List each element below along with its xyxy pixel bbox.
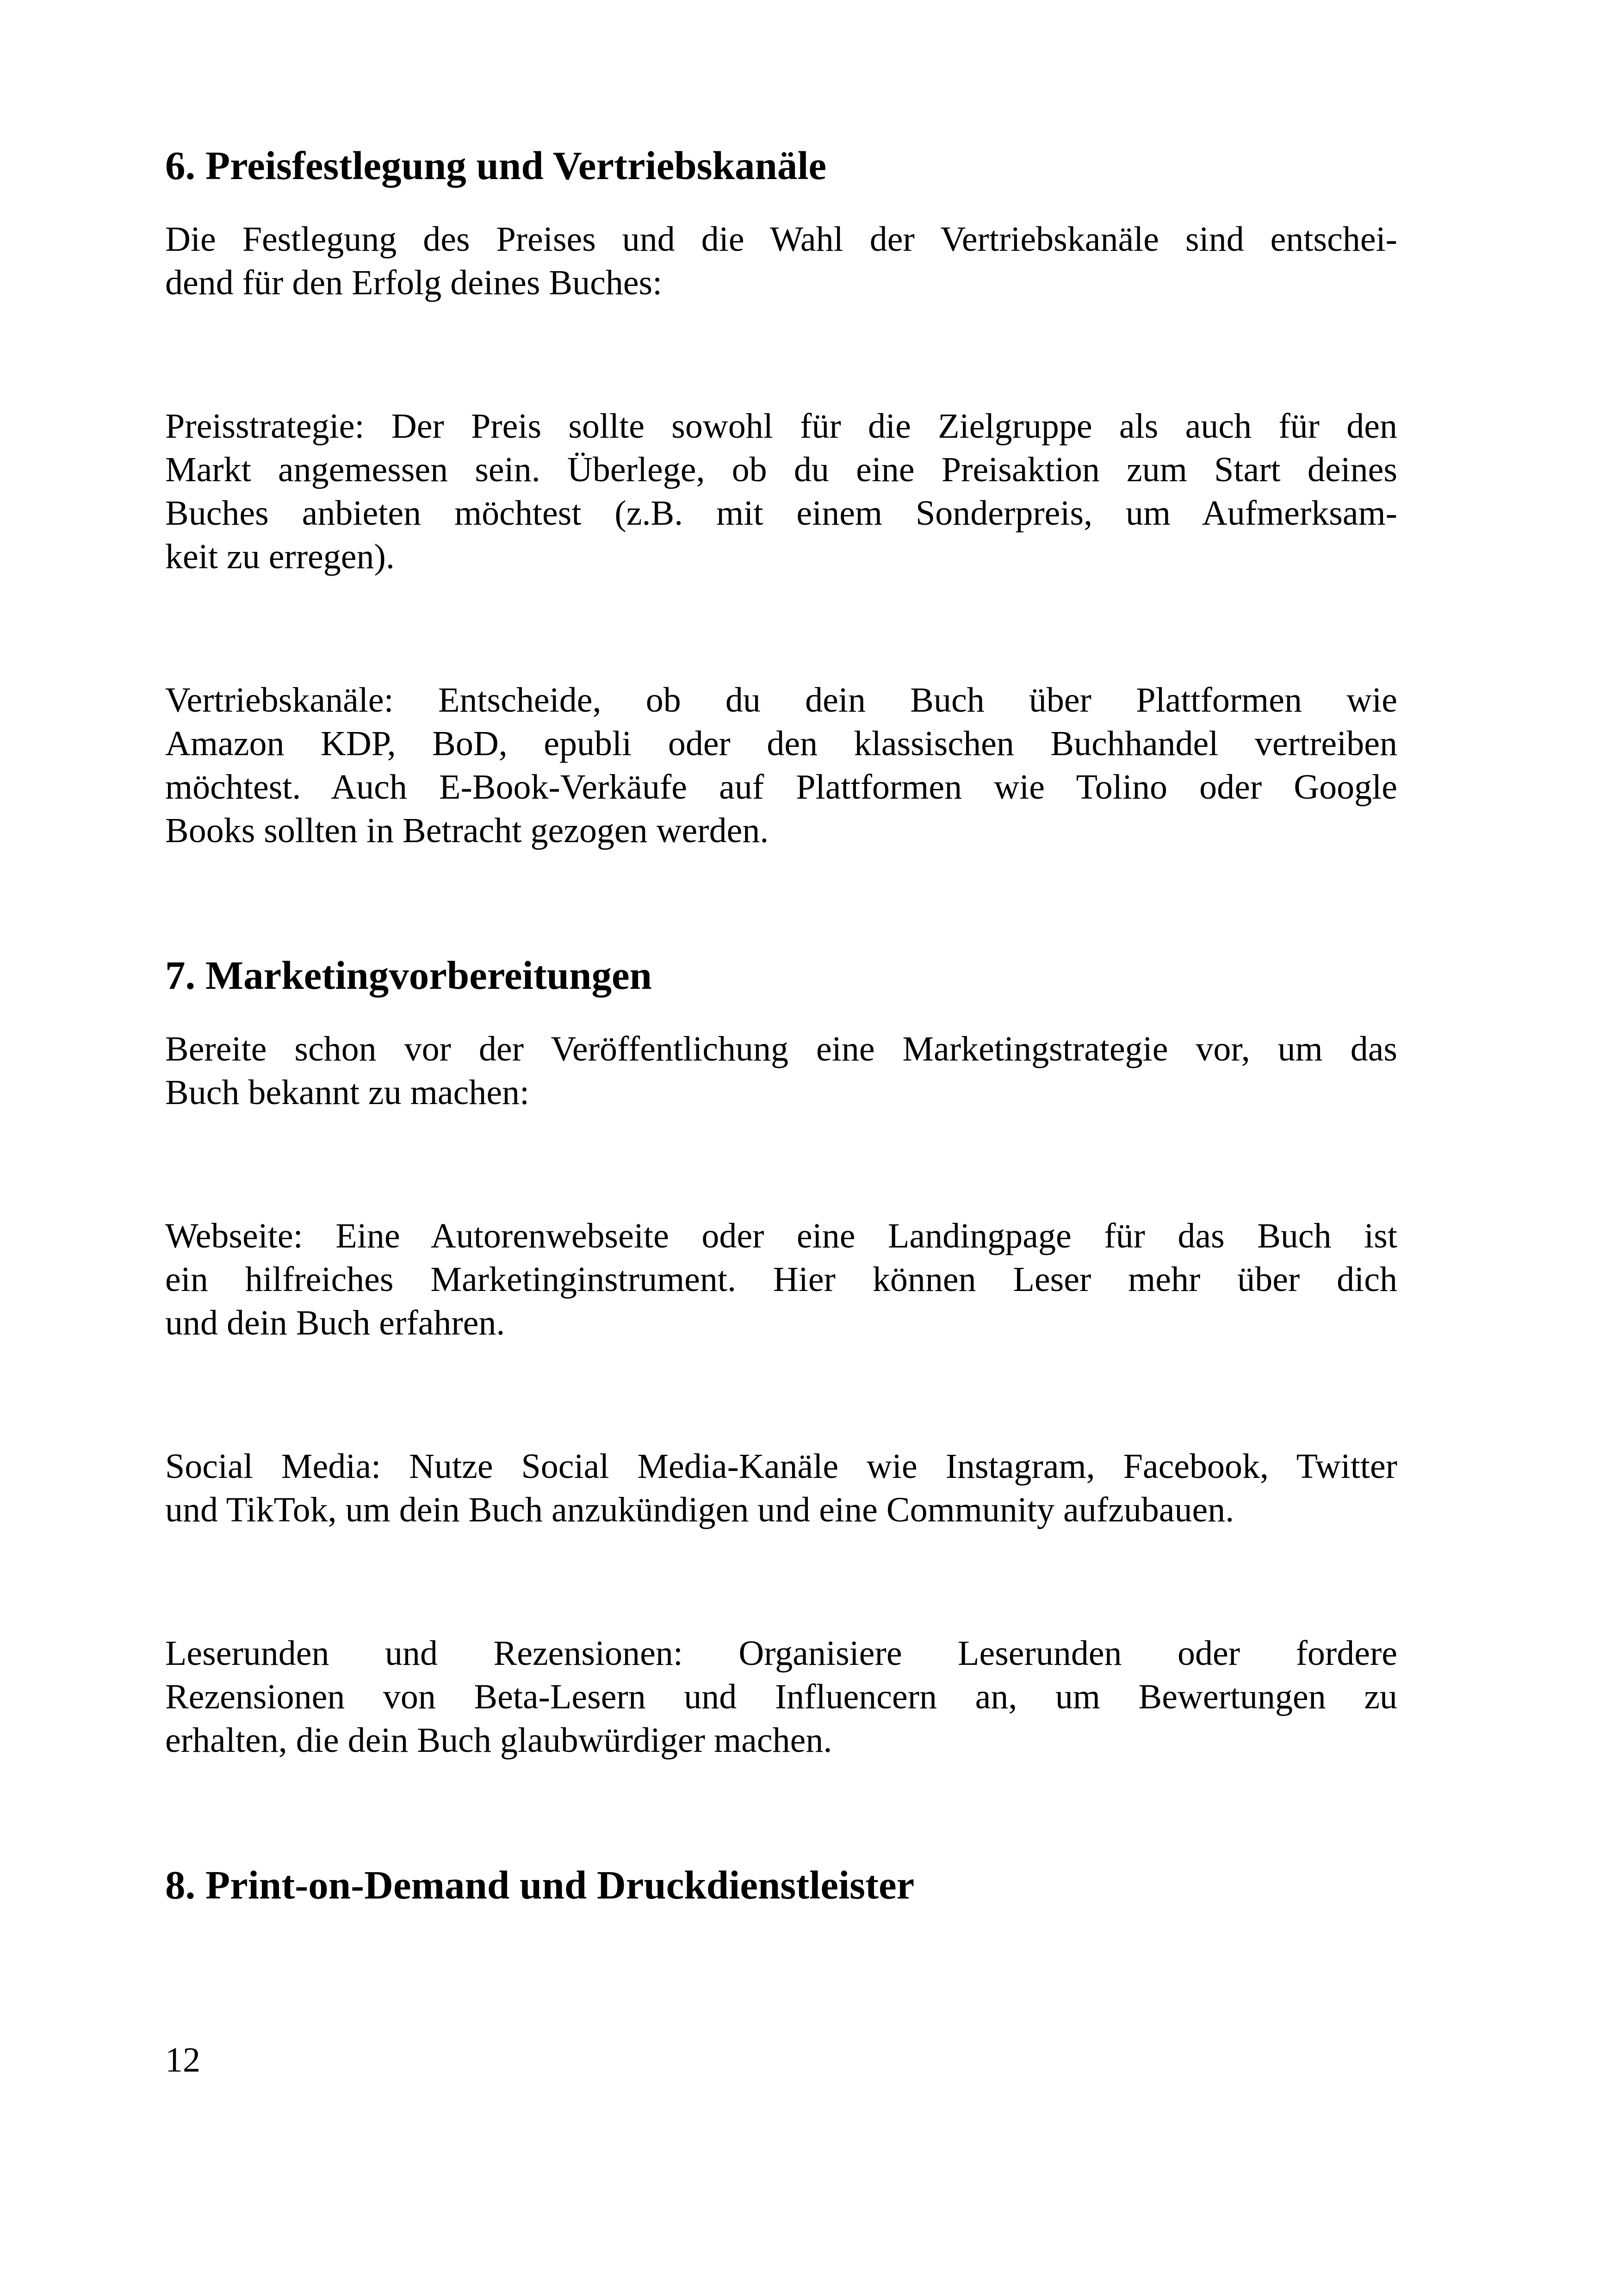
section-7-heading-line: 7. Marketingvorbereitungen (165, 953, 652, 998)
page-number: 12 (165, 2041, 200, 2079)
vertriebskanaele-paragraph-line: Vertriebskanäle: Entscheide, ob du dein Buch über Plattformen wie (165, 681, 1397, 720)
social-media-paragraph-line: Social Media: Nutze Social Media-Kanäle wie Instagram, Facebook, Twitter (165, 1447, 1397, 1486)
preisstrategie-paragraph-line: Buches anbieten möchtest (z.B. mit einem Sonderpreis, um Aufmerksam- (165, 494, 1397, 533)
webseite-paragraph (165, 1214, 1397, 1345)
preisstrategie-paragraph (165, 404, 1397, 578)
section-8-heading-line: 8. Print-on-Demand und Druckdienstleister (165, 1862, 915, 1907)
vertriebskanaele-paragraph-line: Books sollten in Betracht gezogen werden. (165, 811, 769, 850)
leserunden-paragraph-line: Leserunden und Rezensionen: Organisiere Leserunden oder fordere (165, 1634, 1397, 1673)
vertriebskanaele-paragraph (165, 678, 1397, 852)
section-6-intro-paragraph-line: dend für den Erfolg deines Buches: (165, 263, 663, 302)
webseite-paragraph-line: Webseite: Eine Autorenwebseite oder eine Landingpage für das Buch ist (165, 1216, 1397, 1255)
social-media-paragraph-line: und TikTok, um dein Buch anzukündigen und eine Community aufzubauen. (165, 1490, 1234, 1529)
leserunden-paragraph-line: Rezensionen von Beta-Lesern und Influencern an, um Bewertungen zu (165, 1677, 1397, 1716)
webseite-paragraph-line: ein hilfreiches Marketinginstrument. Hier können Leser mehr über dich (165, 1260, 1397, 1299)
webseite-paragraph-line: und dein Buch erfahren. (165, 1303, 505, 1342)
section-7-intro-paragraph-line: Buch bekannt zu machen: (165, 1073, 530, 1112)
section-7-intro-paragraph-line: Bereite schon vor der Veröffentlichung eine Marketingstrategie vor, um das (165, 1030, 1397, 1068)
section-6-intro-paragraph-line: Die Festlegung des Preises und die Wahl der Vertriebskanäle sind entschei- (165, 220, 1397, 259)
section-6-intro-paragraph (165, 217, 1397, 304)
section-7-intro-paragraph (165, 1027, 1397, 1114)
preisstrategie-paragraph-line: Preisstrategie: Der Preis sollte sowohl für die Zielgruppe als auch für den (165, 407, 1397, 446)
preisstrategie-paragraph-line: keit zu erregen). (165, 537, 395, 576)
social-media-paragraph (165, 1445, 1397, 1532)
section-7-heading (165, 954, 1397, 997)
leserunden-paragraph (165, 1632, 1397, 1762)
leserunden-paragraph-line: erhalten, die dein Buch glaubwürdiger machen. (165, 1721, 832, 1760)
vertriebskanaele-paragraph-line: möchtest. Auch E-Book-Verkäufe auf Plattformen wie Tolino oder Google (165, 768, 1397, 807)
section-6-heading (165, 144, 1397, 187)
preisstrategie-paragraph-line: Markt angemessen sein. Überlege, ob du eine Preisaktion zum Start deines (165, 450, 1397, 489)
section-6-heading-line: 6. Preisfestlegung und Vertriebskanäle (165, 143, 827, 188)
vertriebskanaele-paragraph-line: Amazon KDP, BoD, epubli oder den klassischen Buchhandel vertreiben (165, 724, 1397, 763)
section-8-heading (165, 1863, 1397, 1907)
